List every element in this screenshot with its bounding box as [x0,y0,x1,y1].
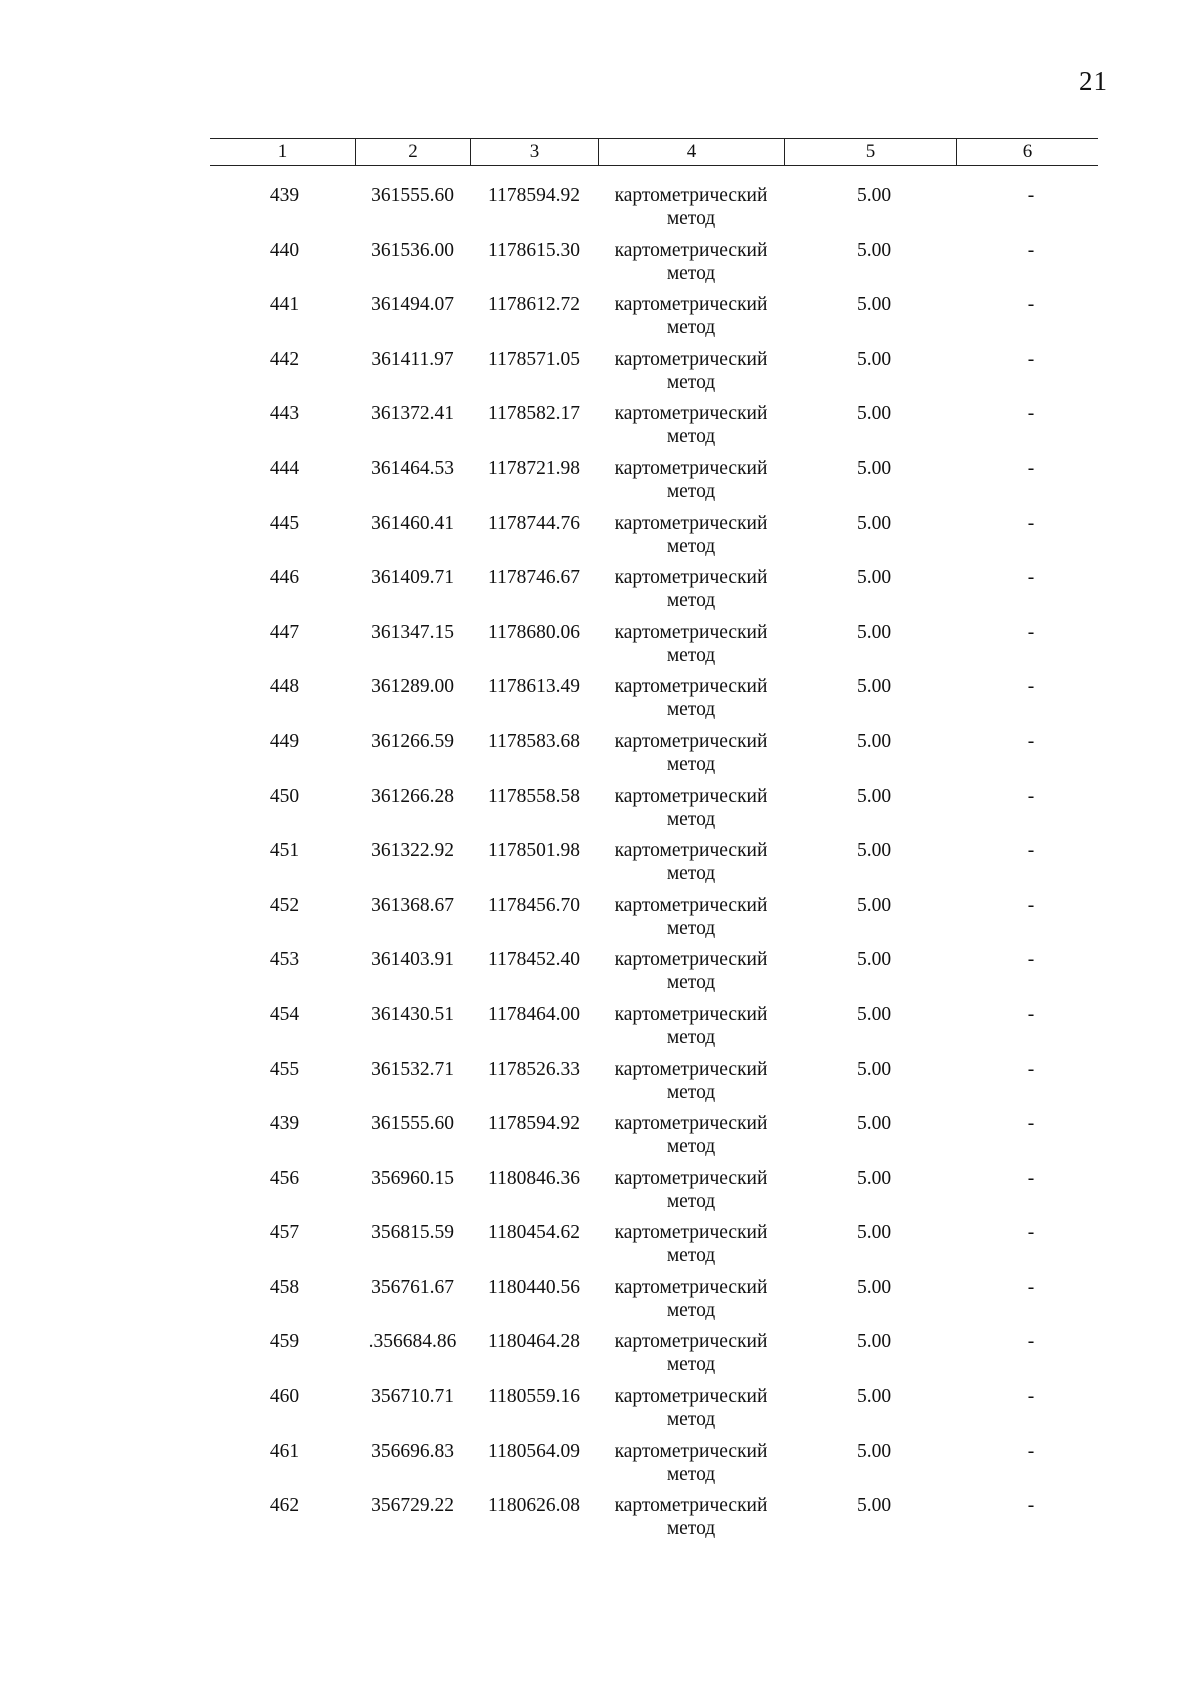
method [598,1167,784,1222]
table-row [210,1276,1098,1331]
point-number: 443 [269,403,300,425]
table-row [210,293,1098,348]
point-number: 439 [269,1113,300,1135]
note: - [1027,1113,1035,1135]
table-row [210,675,1098,730]
coordinate-y: 1178721.98 [488,457,580,479]
method [598,894,784,949]
method [598,1003,784,1058]
method [598,1440,784,1495]
method [598,1330,784,1385]
column-header-1: 1 [277,141,288,162]
method-line: картометрический [614,403,768,425]
method [598,839,784,894]
table-row [210,1330,1098,1385]
method-line: картометрический [614,621,768,643]
table-row [210,1112,1098,1167]
accuracy: 5.00 [856,1331,892,1353]
table-row [210,566,1098,621]
note: - [1027,785,1035,807]
note: - [1027,621,1035,643]
accuracy: 5.00 [856,840,892,862]
accuracy: 5.00 [856,676,892,698]
coordinate-x: 361411.97 [371,348,454,370]
method [598,566,784,621]
method [598,239,784,294]
coordinates-table [210,138,1098,1549]
column-header-3: 3 [470,139,598,165]
coordinate-x: 356710.71 [371,1386,454,1408]
table-row [210,239,1098,294]
table-row [210,730,1098,785]
point-number: 456 [269,1167,300,1189]
accuracy: 5.00 [856,621,892,643]
method-line: картометрический [614,1003,768,1025]
column-header-2: 2 [355,139,470,165]
accuracy: 5.00 [856,1058,892,1080]
method-line: картометрический [614,1386,768,1408]
point-number: 446 [269,567,300,589]
accuracy: 5.00 [856,1386,892,1408]
point-number: 459 [269,1331,300,1353]
method-line: картометрический [614,512,768,534]
method-line: картометрический [614,949,768,971]
method-line: картометрический [614,1495,768,1517]
accuracy: 5.00 [856,730,892,752]
method-line: метод [666,1190,716,1212]
coordinate-y: 1178456.70 [488,894,580,916]
note: - [1027,1331,1035,1353]
table-row [210,839,1098,894]
method-line: метод [666,535,716,557]
method-line: картометрический [614,1113,768,1135]
note: - [1027,457,1035,479]
accuracy: 5.00 [856,567,892,589]
coordinate-y: 1178615.30 [488,239,580,261]
point-number: 445 [269,512,300,534]
method-line: метод [666,1245,716,1267]
table-row [210,512,1098,567]
point-number: 450 [269,785,300,807]
method-line: метод [666,972,716,994]
table-row [210,348,1098,403]
table-row [210,1221,1098,1276]
method-line: картометрический [614,1276,768,1298]
method [598,1385,784,1440]
note: - [1027,348,1035,370]
method-line: метод [666,863,716,885]
method [598,1276,784,1331]
method-line: картометрический [614,1331,768,1353]
method-line: картометрический [614,1167,768,1189]
note: - [1027,676,1035,698]
coordinate-y: 1178612.72 [488,294,580,316]
note: - [1027,1003,1035,1025]
method [598,184,784,239]
coordinate-x: 361430.51 [371,1003,454,1025]
coordinate-y: 1178452.40 [488,949,580,971]
note: - [1027,403,1035,425]
method-line: метод [666,480,716,502]
point-number: 444 [269,457,300,479]
table-row [210,1058,1098,1113]
note: - [1027,1386,1035,1408]
method-line: метод [666,753,716,775]
coordinate-y: 1178526.33 [488,1058,580,1080]
note: - [1027,567,1035,589]
coordinate-x: 361536.00 [371,239,454,261]
point-number: 461 [269,1440,300,1462]
point-number: 449 [269,730,300,752]
method-line: метод [666,699,716,721]
accuracy: 5.00 [856,1440,892,1462]
table-row [210,894,1098,949]
point-number: 451 [269,840,300,862]
table-row [210,1440,1098,1495]
coordinate-y: 1178744.76 [488,512,580,534]
method-line: метод [666,371,716,393]
note: - [1027,730,1035,752]
point-number: 454 [269,1003,300,1025]
coordinate-x: 361368.67 [371,894,454,916]
accuracy: 5.00 [856,785,892,807]
method-line: метод [666,208,716,229]
coordinate-y: 1180846.36 [488,1167,580,1189]
table-row [210,1494,1098,1549]
method-line: картометрический [614,1440,768,1462]
point-number: 447 [269,621,300,643]
method-line: метод [666,262,716,284]
method [598,785,784,840]
method-line: метод [666,426,716,448]
method-line: метод [666,1081,716,1103]
note: - [1027,1276,1035,1298]
coordinate-x: 361322.92 [371,840,454,862]
note: - [1027,949,1035,971]
table-row [210,785,1098,840]
method [598,457,784,512]
method [598,621,784,676]
column-header-5: 5 [784,139,956,165]
method-line: картометрический [614,894,768,916]
table-row [210,621,1098,676]
point-number: 460 [269,1386,300,1408]
accuracy: 5.00 [856,512,892,534]
coordinate-x: 361403.91 [371,949,454,971]
method-line: картометрический [614,730,768,752]
table-row [210,184,1098,239]
coordinate-x: 361347.15 [371,621,454,643]
method-line: метод [666,317,716,339]
method [598,1494,784,1549]
coordinate-y: 1180440.56 [488,1276,580,1298]
method [598,1221,784,1276]
coordinate-x: 356960.15 [371,1167,454,1189]
method [598,293,784,348]
method-line: картометрический [614,1058,768,1080]
note: - [1027,1440,1035,1462]
point-number: 448 [269,676,300,698]
table-row [210,1167,1098,1222]
coordinate-x: 361409.71 [371,567,454,589]
method [598,348,784,403]
coordinate-y: 1178558.58 [488,785,580,807]
method [598,948,784,1003]
coordinate-x: 361532.71 [371,1058,454,1080]
coordinate-x: 361266.59 [371,730,454,752]
coordinate-x: 361555.60 [371,1113,454,1135]
accuracy: 5.00 [856,894,892,916]
point-number: 440 [269,239,300,261]
method-line: картометрический [614,676,768,698]
coordinate-y: 1178594.92 [488,185,580,206]
method-line: метод [666,1463,716,1485]
method-line: картометрический [614,185,768,206]
accuracy: 5.00 [856,1276,892,1298]
note: - [1027,239,1035,261]
method [598,512,784,567]
method-line: метод [666,1409,716,1431]
table-row [210,457,1098,512]
accuracy: 5.00 [856,294,892,316]
method [598,730,784,785]
table-row [210,948,1098,1003]
accuracy: 5.00 [856,949,892,971]
accuracy: 5.00 [856,1495,892,1517]
method-line: картометрический [614,457,768,479]
note: - [1027,512,1035,534]
point-number: 453 [269,949,300,971]
method [598,1112,784,1167]
method [598,402,784,457]
coordinate-y: 1178582.17 [488,403,580,425]
accuracy: 5.00 [856,1003,892,1025]
method-line: метод [666,1299,716,1321]
note: - [1027,1495,1035,1517]
method-line: метод [666,1354,716,1376]
method-line: метод [666,1026,716,1048]
coordinate-x: 356815.59 [371,1222,454,1244]
coordinate-x: 361464.53 [371,457,454,479]
point-number: 439 [269,185,300,206]
method-line: картометрический [614,348,768,370]
point-number: 457 [269,1222,300,1244]
coordinate-y: 1178571.05 [488,348,580,370]
table-row [210,402,1098,457]
coordinate-y: 1180454.62 [488,1222,580,1244]
coordinate-x: 361460.41 [371,512,454,534]
note: - [1027,1058,1035,1080]
point-number: 441 [269,294,300,316]
coordinate-y: 1178464.00 [488,1003,580,1025]
method-line: метод [666,1136,716,1158]
method-line: картометрический [614,239,768,261]
note: - [1027,1167,1035,1189]
coordinate-x: 356761.67 [371,1276,454,1298]
coordinate-y: 1178583.68 [488,730,580,752]
coordinate-x: .356684.86 [368,1331,457,1353]
accuracy: 5.00 [856,1167,892,1189]
coordinate-x: 356696.83 [371,1440,454,1462]
coordinate-y: 1180559.16 [488,1386,580,1408]
point-number: 455 [269,1058,300,1080]
coordinate-y: 1178594.92 [488,1113,580,1135]
method-line: метод [666,808,716,830]
method-line: метод [666,917,716,939]
method [598,1058,784,1113]
point-number: 452 [269,894,300,916]
coordinate-x: 361555.60 [371,185,454,206]
point-number: 442 [269,348,300,370]
coordinate-x: 361494.07 [371,294,454,316]
coordinate-y: 1180464.28 [488,1331,580,1353]
note: - [1027,894,1035,916]
accuracy: 5.00 [856,348,892,370]
accuracy: 5.00 [856,403,892,425]
method-line: картометрический [614,567,768,589]
coordinate-x: 361266.28 [371,785,454,807]
page-number: 21 [1079,66,1108,96]
coordinate-x: 361289.00 [371,676,454,698]
method [598,675,784,730]
note: - [1027,185,1035,206]
coordinate-y: 1178680.06 [488,621,580,643]
accuracy: 5.00 [856,1113,892,1135]
coordinate-x: 356729.22 [371,1495,454,1517]
coordinate-y: 1178613.49 [488,676,580,698]
method-line: метод [666,590,716,612]
point-number: 462 [269,1495,300,1517]
coordinate-y: 1178746.67 [488,567,580,589]
table-row [210,1003,1098,1058]
accuracy: 5.00 [856,239,892,261]
method-line: метод [666,1518,716,1540]
coordinate-x: 361372.41 [371,403,454,425]
method-line: метод [666,644,716,666]
coordinate-y: 1178501.98 [488,840,580,862]
accuracy: 5.00 [856,1222,892,1244]
column-header-4: 4 [598,139,784,165]
table-row [210,1385,1098,1440]
note: - [1027,1222,1035,1244]
column-header-6: 6 [956,139,1098,165]
coordinate-y: 1180564.09 [488,1440,580,1462]
table-body [210,184,1098,1549]
accuracy: 5.00 [856,457,892,479]
method-line: картометрический [614,840,768,862]
note: - [1027,294,1035,316]
note: - [1027,840,1035,862]
method-line: картометрический [614,1222,768,1244]
accuracy: 5.00 [856,185,892,206]
method-line: картометрический [614,294,768,316]
point-number: 458 [269,1276,300,1298]
table-header-row [210,138,1098,166]
coordinate-y: 1180626.08 [488,1495,580,1517]
method-line: картометрический [614,785,768,807]
